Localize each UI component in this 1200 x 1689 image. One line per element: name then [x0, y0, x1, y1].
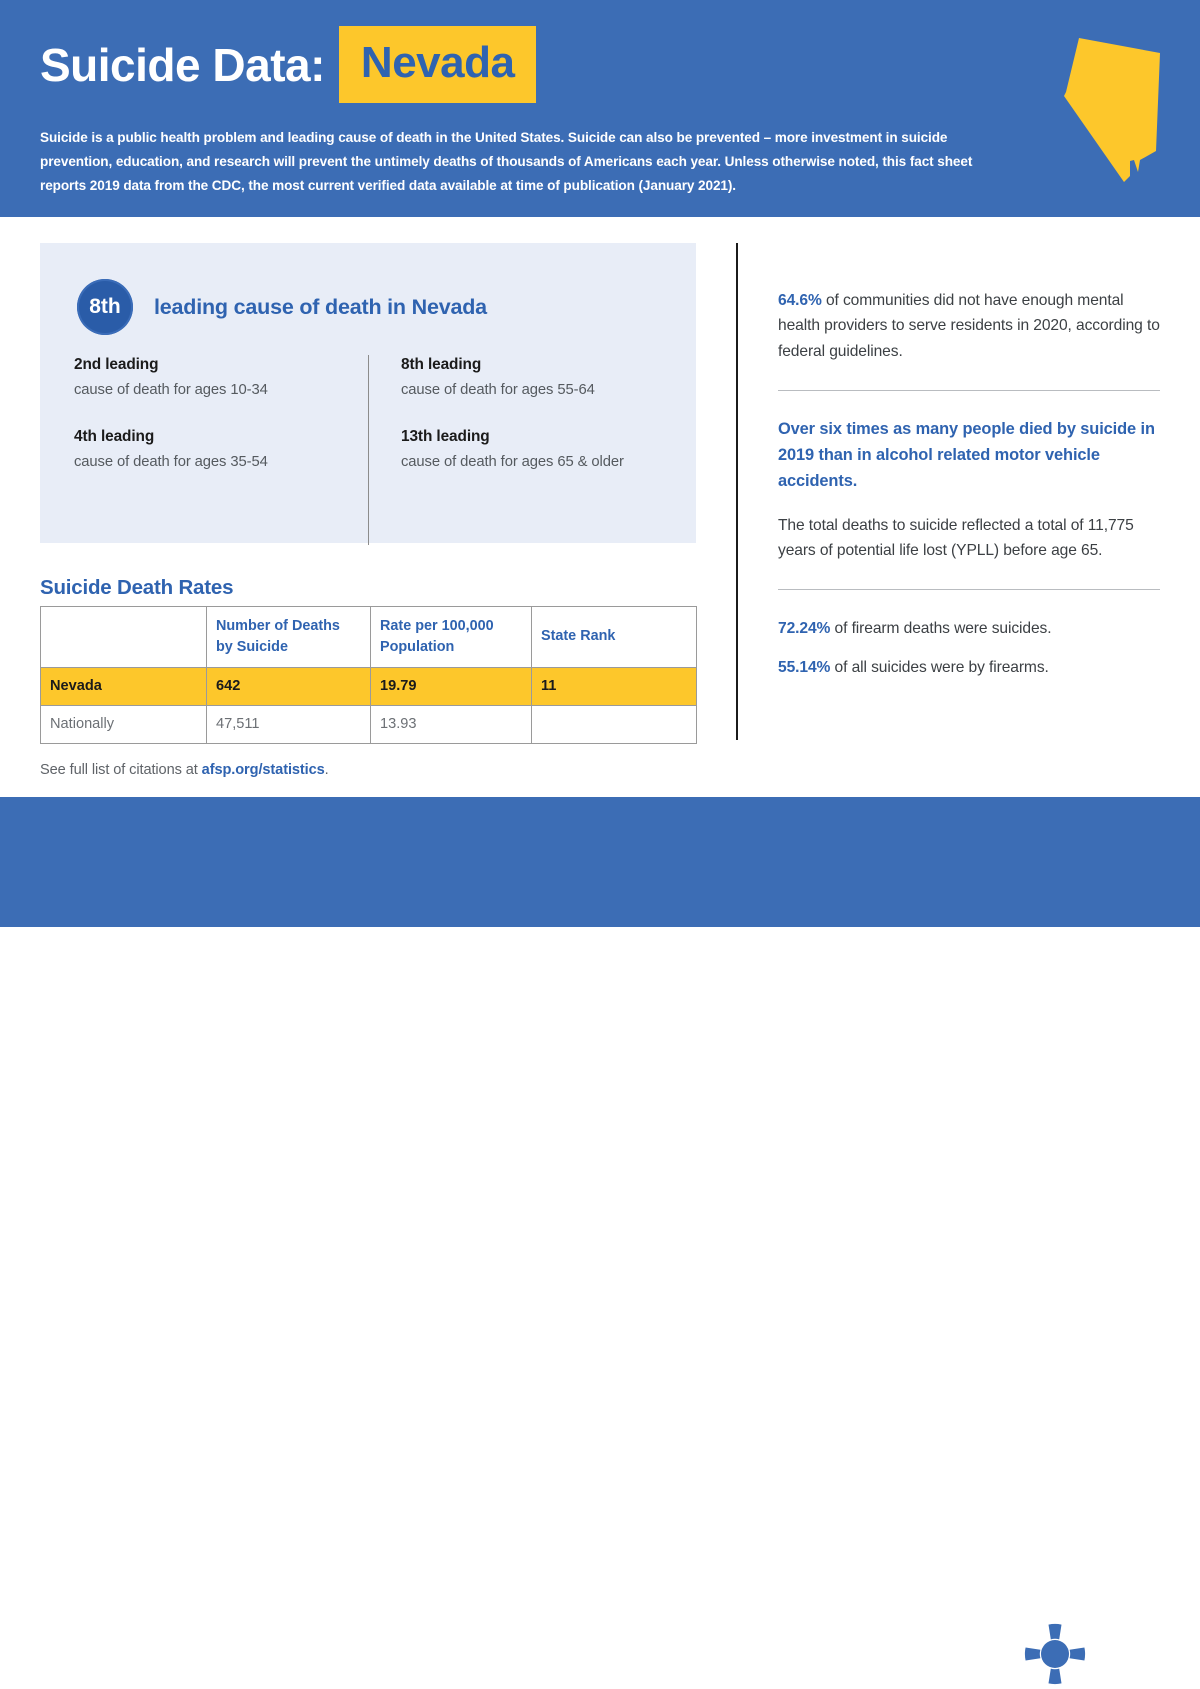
- panel-vertical-divider: [368, 355, 369, 545]
- stat-value-64: 64.6%: [778, 292, 822, 309]
- age-stat-subtitle: cause of death for ages 35-54: [74, 453, 268, 470]
- age-stat-item: [401, 355, 685, 401]
- table-header-row: [41, 607, 697, 668]
- suicides-by-firearm-stat: [778, 655, 1160, 680]
- logo-line-foundation: Foundation: [1100, 1638, 1172, 1654]
- table-heading: Suicide Death Rates: [40, 576, 234, 599]
- section-divider: [778, 589, 1160, 590]
- age-stat-item: [74, 355, 352, 401]
- alcohol-comparison-statement: Over six times as many people died by suicide in 2019 than in alcohol related motor vehicle accidents.: [778, 419, 1155, 490]
- age-stats-grid: [74, 355, 670, 545]
- age-stat-item: [401, 427, 685, 473]
- col-header-line1: Rate per 100,000: [380, 618, 494, 634]
- table-cell-rank: [532, 705, 697, 743]
- ypll-statement: The total deaths to suicide reflected a total of 11,775 years of potential life lost (YPLL) before age 65.: [778, 516, 1134, 559]
- title-state-badge: Nevada: [339, 26, 537, 103]
- age-stat-title: 2nd leading: [74, 356, 159, 373]
- logo-for-italic: for: [1100, 1655, 1118, 1671]
- table-row: [41, 667, 697, 705]
- age-stat-subtitle: cause of death for ages 55-64: [401, 381, 595, 398]
- footer-url-link[interactable]: afsp.org/statistics: [40, 1669, 163, 1685]
- nevada-state-outline-icon: [1046, 24, 1196, 196]
- life-preserver-ring-icon: [1022, 1621, 1088, 1687]
- age-stat-title: 13th leading: [401, 427, 490, 445]
- citations-prefix: See full list of citations at: [40, 762, 202, 778]
- table-col-header-rank: [532, 607, 697, 668]
- mental-health-providers-stat: [778, 288, 1160, 364]
- footer-banner: [0, 797, 1200, 1688]
- stat-text-64: of communities did not have enough mental health providers to serve residents in 2020, according to federal guidelines.: [778, 292, 1160, 360]
- table-cell-label: Nationally: [41, 705, 207, 743]
- rank-badge-label: 8th: [89, 295, 121, 318]
- leading-cause-panel: [40, 243, 696, 543]
- table-cell-deaths: 642: [207, 667, 371, 705]
- intro-paragraph: Suicide is a public health problem and leading cause of death in the United States. Suicide can also be prevented – more investment in suicide prevention, education, and research will prevent the untimely deaths of thousands of Americans each year. Unless otherwise noted, this fact sheet reports 2019 data from the CDC, the most current verified data available at time of publication (January 2021).: [40, 130, 973, 194]
- table-cell-label: Nevada: [41, 667, 207, 705]
- table-cell-rate: 13.93: [371, 705, 532, 743]
- stat-value-55: 55.14%: [778, 659, 831, 677]
- age-stats-column-right: [385, 355, 685, 545]
- title-main-text: Suicide Data:: [40, 38, 325, 91]
- col-header-line1: Number of Deaths: [216, 618, 340, 634]
- citations-suffix: .: [324, 762, 329, 778]
- rank-badge-circle: [77, 279, 133, 335]
- logo-suicide-word: Suicide: [1117, 1655, 1169, 1671]
- logo-line-prevention: Prevention: [1100, 1672, 1169, 1688]
- table-col-header-blank: [41, 607, 207, 668]
- spacer: [778, 495, 1160, 513]
- logo-line-for-suicide: [1100, 1654, 1172, 1671]
- table-cell-rate: 19.79: [371, 667, 532, 705]
- spacer: [778, 641, 1160, 655]
- firearm-deaths-stat: [778, 616, 1160, 641]
- header-banner: [0, 0, 1200, 217]
- page-title: [40, 26, 536, 103]
- afsp-logo-text: [1100, 1620, 1172, 1689]
- section-divider: [778, 390, 1160, 391]
- main-column-divider: [736, 243, 738, 740]
- rank-headline: [77, 279, 487, 335]
- age-stats-column-left: [74, 355, 352, 545]
- table-cell-deaths: 47,511: [207, 705, 371, 743]
- age-stat-subtitle: cause of death for ages 10-34: [74, 381, 268, 398]
- table-cell-rank: 11: [532, 667, 697, 705]
- age-stat-title: 4th leading: [74, 427, 155, 445]
- citations-note: [40, 762, 329, 778]
- age-stat-title: 8th leading: [401, 356, 482, 373]
- citations-link[interactable]: afsp.org/statistics: [201, 762, 325, 778]
- stat-text-55: of all suicides were by firearms.: [830, 659, 1049, 677]
- suicide-death-rates-table: [40, 606, 697, 744]
- col-header-line1: State Rank: [541, 628, 616, 645]
- table-col-header-deaths: [207, 607, 371, 668]
- right-column: [778, 288, 1160, 681]
- age-stat-item: [74, 427, 352, 473]
- age-stat-subtitle: cause of death for ages 65 & older: [401, 453, 624, 470]
- stat-text-72: of firearm deaths were suicides.: [830, 620, 1052, 638]
- logo-line-american: American: [1100, 1621, 1161, 1636]
- table-col-header-rate: [371, 607, 532, 668]
- afsp-logo: [1022, 1620, 1172, 1689]
- rank-headline-label: leading cause of death in Nevada: [154, 294, 487, 319]
- col-header-line2: by Suicide: [216, 638, 288, 655]
- stat-value-72: 72.24%: [778, 620, 831, 638]
- col-header-line2: Population: [380, 638, 455, 655]
- table-row: [41, 705, 697, 743]
